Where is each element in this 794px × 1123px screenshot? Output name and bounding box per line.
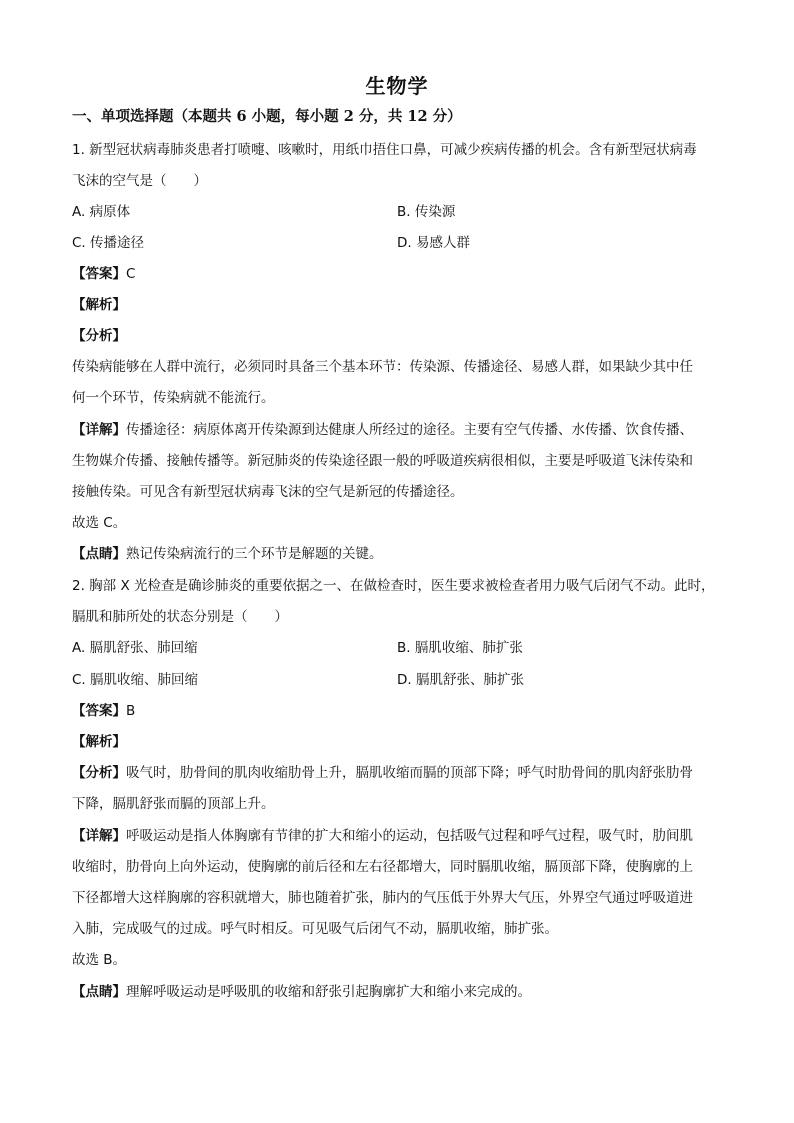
q2-fenxi-line1 <box>72 764 732 782</box>
q1-comment-tag: 【点睛】 <box>72 546 126 562</box>
q2-analysis-tag: 【解析】 <box>72 734 126 750</box>
q1-answer-tag: 【答案】 <box>72 266 126 282</box>
q1-stem-line2: 飞沫的空气是（ ） <box>72 173 207 189</box>
q1-option-c: C. 传播途径 <box>72 235 145 251</box>
q2-answer-tag: 【答案】 <box>72 703 126 719</box>
q2-option-b: B. 膈肌收缩、肺扩张 <box>397 640 523 656</box>
q2-detail-text1: 呼吸运动是指人体胸廓有节律的扩大和缩小的运动，包括吸气过程和呼气过程，吸气时，肋间肌 <box>126 828 693 844</box>
q1-fenxi-tag: 【分析】 <box>72 328 126 344</box>
q1-option-d: D. 易感人群 <box>397 235 470 251</box>
q1-stem-line1: 1. 新型冠状病毒肺炎患者打喷嚏、咳嗽时，用纸巾捂住口鼻，可减少疾病传播的机会。含有新型冠状病毒 <box>72 142 697 158</box>
q1-comment <box>72 545 732 563</box>
q2-stem-line1: 2. 胸部 X 光检查是确诊肺炎的重要依据之一、在做检查时，医生要求被检查者用力吸气后闭气不动。此时， <box>72 578 715 594</box>
q2-detail-line2: 收缩时，肋骨向上向外运动，使胸廓的前后径和左右径都增大，同时膈肌收缩，膈顶部下降，使胸廓的上 <box>72 859 693 875</box>
q2-fenxi-text1: 吸气时，肋骨间的肌肉收缩肋骨上升，膈肌收缩而膈的顶部下降；呼气时肋骨间的肌肉舒张肋骨 <box>126 765 693 781</box>
q1-answer-value: C <box>126 266 136 282</box>
q1-answer <box>72 265 732 283</box>
q1-analysis-tag: 【解析】 <box>72 297 126 313</box>
q1-detail-text1: 传播途径：病原体离开传染源到达健康人所经过的途径。主要有空气传播、水传播、饮食传播、 <box>126 422 693 438</box>
q1-detail-tag: 【详解】 <box>72 422 126 438</box>
q2-fenxi-tag: 【分析】 <box>72 765 126 781</box>
q2-comment-text: 理解呼吸运动是呼吸肌的收缩和舒张引起胸廓扩大和缩小来完成的。 <box>126 984 531 1000</box>
q1-option-b: B. 传染源 <box>397 204 456 220</box>
q2-detail-tag: 【详解】 <box>72 828 126 844</box>
q1-detail-line3: 接触传染。可见含有新型冠状病毒飞沫的空气是新冠的传播途径。 <box>72 484 464 500</box>
section-heading: 一、单项选择题（本题共 6 小题，每小题 2 分，共 12 分） <box>72 108 462 125</box>
q2-answer-value: B <box>126 703 136 719</box>
q1-detail-line1 <box>72 421 732 439</box>
q1-fenxi-line2: 何一个环节，传染病就不能流行。 <box>72 390 275 406</box>
q2-detail-line1 <box>72 827 732 845</box>
q2-option-d: D. 膈肌舒张、肺扩张 <box>397 672 524 688</box>
q1-option-a: A. 病原体 <box>72 204 131 220</box>
q2-comment-tag: 【点睛】 <box>72 984 126 1000</box>
q2-detail-line3: 下径都增大这样胸廓的容积就增大，肺也随着扩张，肺内的气压低于外界大气压，外界空气通过呼吸道进 <box>72 890 693 906</box>
q1-detail-line2: 生物媒介传播、接触传播等。新冠肺炎的传染途径跟一般的呼吸道疾病很相似，主要是呼吸道飞沫传染和 <box>72 453 693 469</box>
q2-option-a: A. 膈肌舒张、肺回缩 <box>72 640 198 656</box>
q2-fenxi-line2: 下降，膈肌舒张而膈的顶部上升。 <box>72 796 275 812</box>
q1-fenxi-line1: 传染病能够在人群中流行，必须同时具备三个基本环节：传染源、传播途径、易感人群，如果缺少其中任 <box>72 359 693 375</box>
q2-comment <box>72 983 732 1001</box>
q2-choose: 故选 B。 <box>72 952 127 968</box>
q2-detail-line4: 入肺，完成吸气的过成。呼气时相反。可见吸气后闭气不动，膈肌收缩，肺扩张。 <box>72 921 558 937</box>
q2-option-c: C. 膈肌收缩、肺回缩 <box>72 672 199 688</box>
q2-answer <box>72 702 732 720</box>
q1-comment-text: 熟记传染病流行的三个环节是解题的关键。 <box>126 546 383 562</box>
q2-stem-line2: 膈肌和肺所处的状态分别是（ ） <box>72 609 288 625</box>
page-title: 生物学 <box>365 74 429 98</box>
q1-choose: 故选 C。 <box>72 515 127 531</box>
